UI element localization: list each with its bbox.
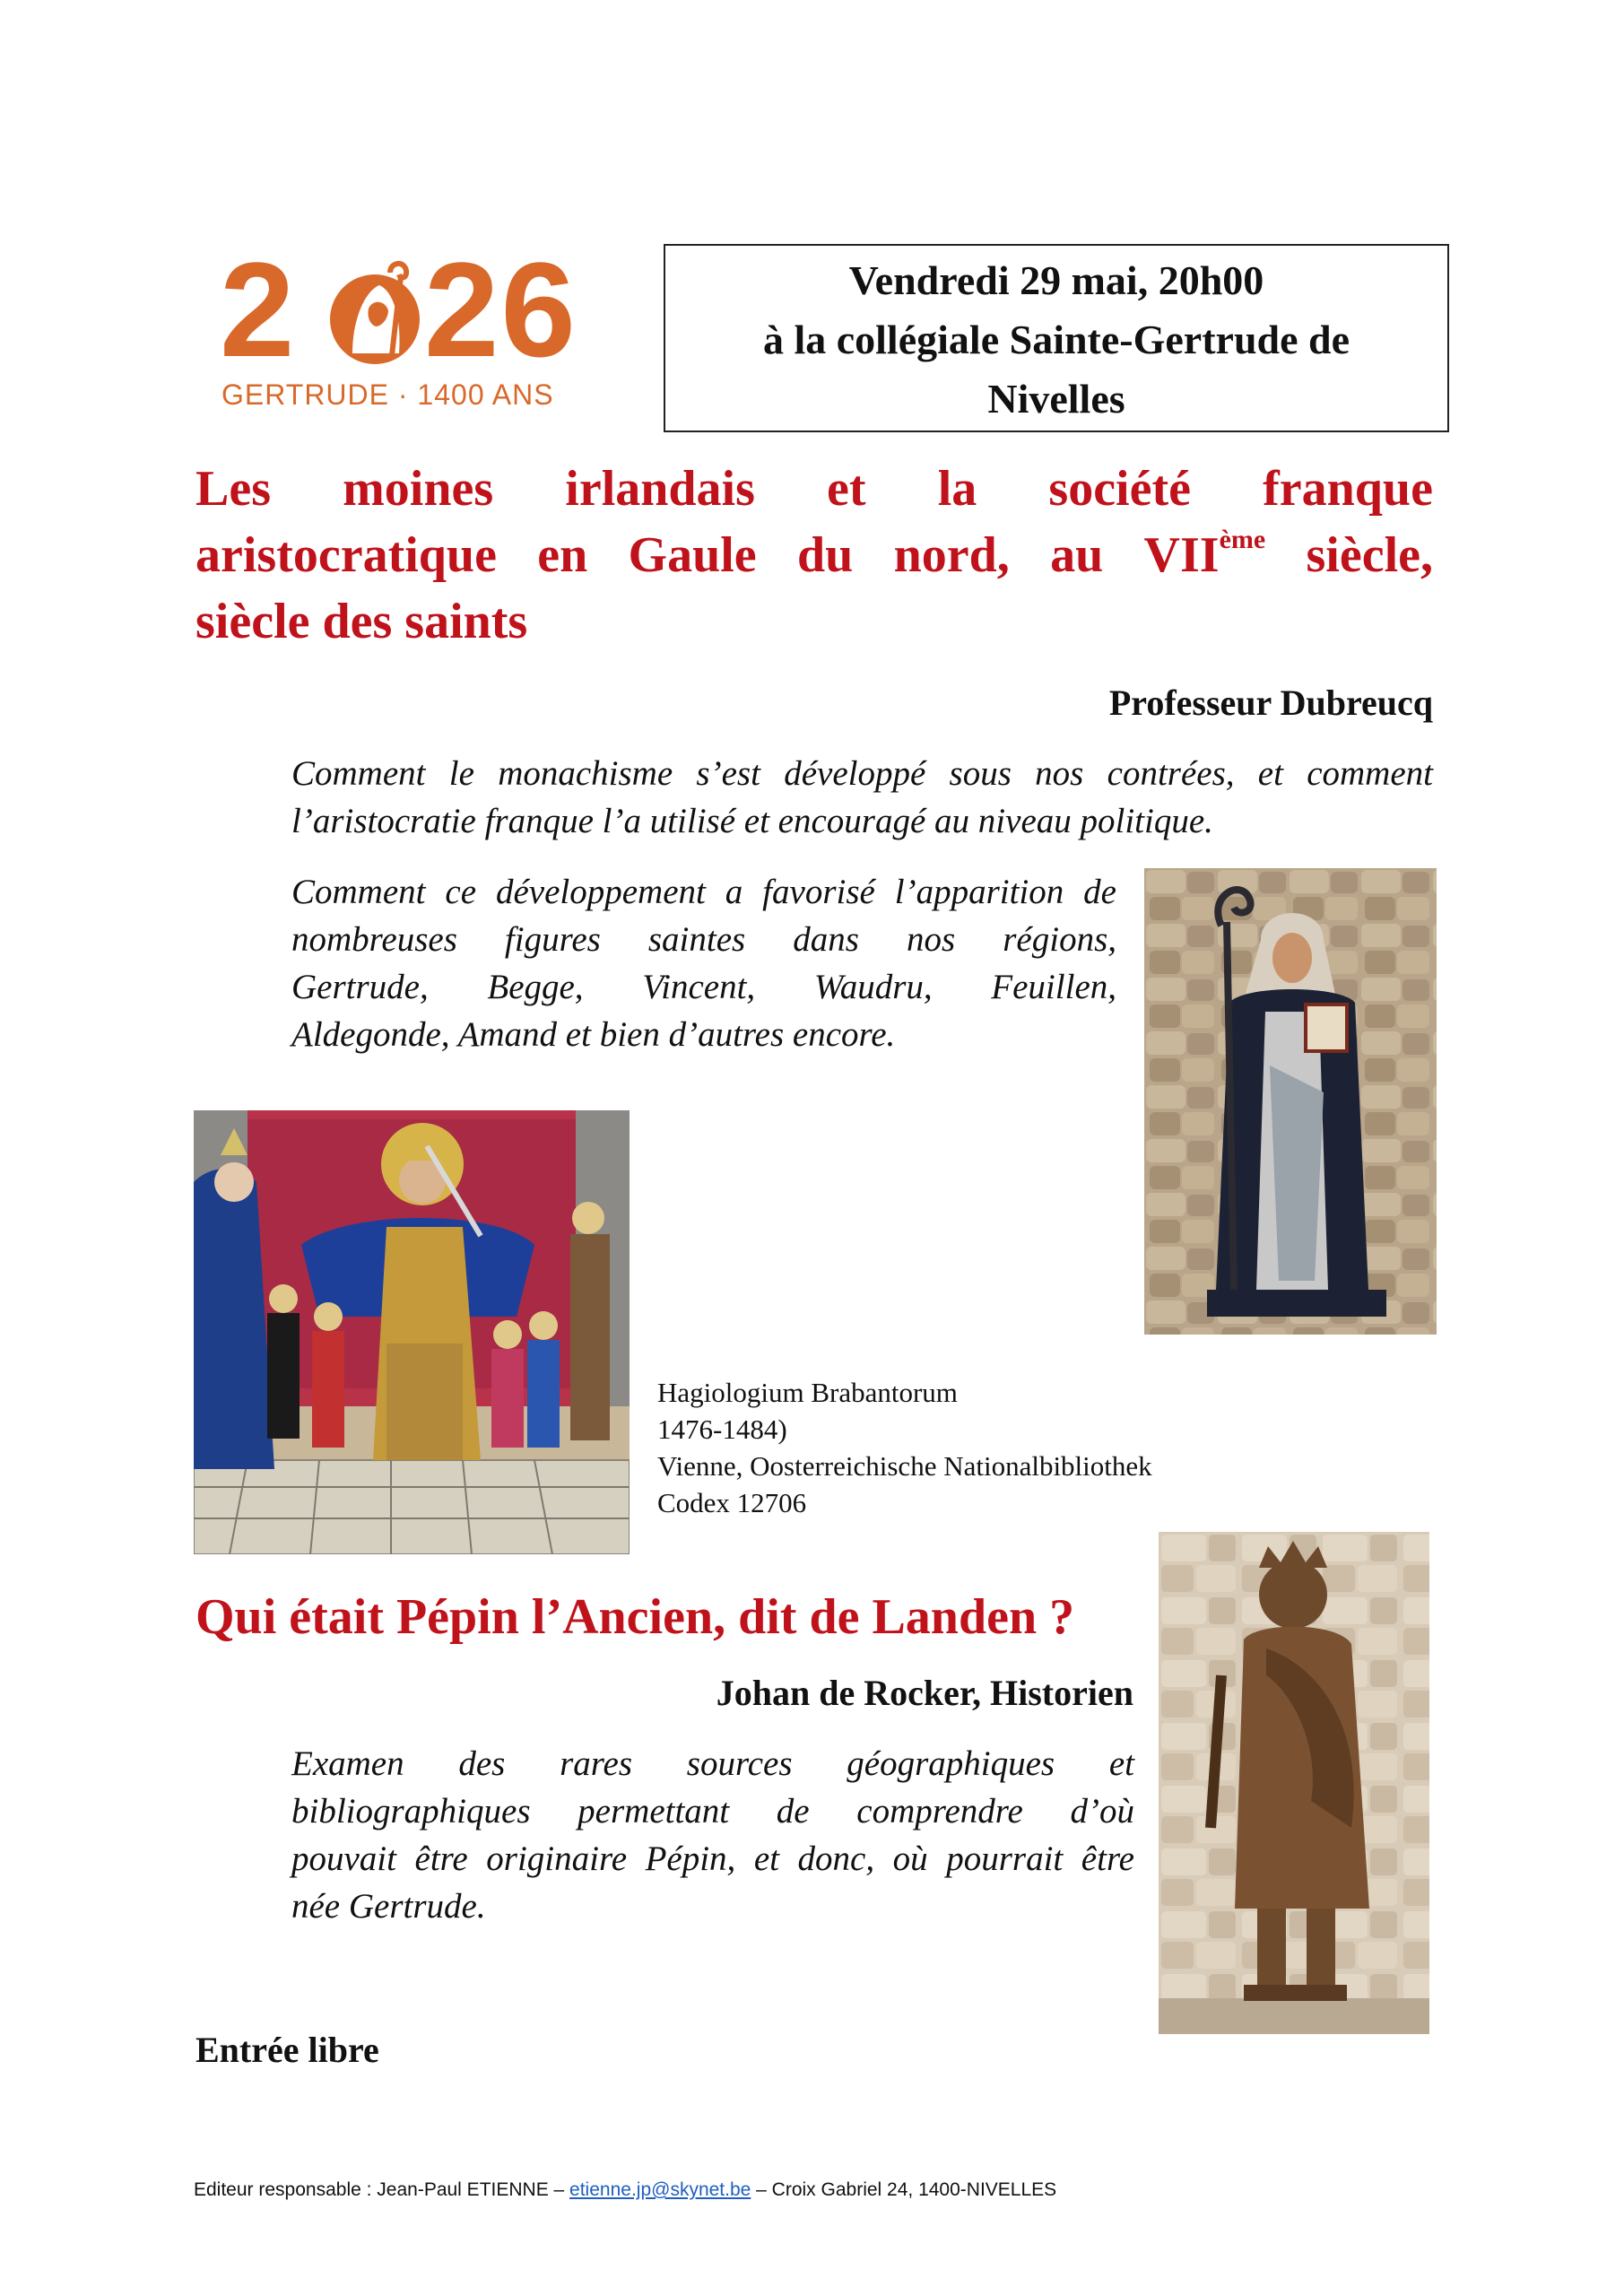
hagiologium-miniature-image [194, 1110, 630, 1554]
title-word: du [796, 527, 854, 583]
caption-line: Vienne, Oosterreichische Nationalbibliothek [657, 1450, 1152, 1482]
title-word: irlandais [565, 461, 755, 517]
event-city: Nivelles [987, 376, 1125, 422]
miniature-caption [657, 1374, 1159, 1521]
title-word: société [1048, 461, 1191, 517]
talk1-title-line3: siècle des saints [195, 594, 528, 649]
title-word: aristocratique [195, 527, 497, 583]
logo-year-left: 2 [220, 234, 297, 385]
title-word: au [1050, 527, 1104, 583]
paragraph-line: Examen des rares sources géographiques et [291, 1744, 1134, 1783]
paragraph-line: bibliographiques permettant de comprendre d’où [291, 1792, 1134, 1831]
talk1-paragraph1: Comment le monachisme s’est développé sous nos contrées, et comment l’aristocratie franque l’a utilisé et encouragé au niveau politique. [291, 754, 1433, 840]
paragraph-line: Gertrude, Begge, Vincent, Waudru, Feuillen, [291, 968, 1116, 1006]
caption-line: Codex 12706 [657, 1487, 807, 1518]
paragraph-line: pouvait être originaire Pépin, et donc, où pourrait être [291, 1839, 1134, 1878]
paragraph-line: nombreuses figures saintes dans nos régions, [291, 920, 1116, 959]
talk1-title [195, 456, 1433, 655]
paragraph-line: née Gertrude. [291, 1887, 486, 1926]
talk2-title: Qui était Pépin l’Ancien, dit de Landen ? [195, 1589, 1075, 1645]
event-info-box [664, 244, 1449, 432]
talk1-paragraph2 [291, 868, 1116, 1058]
footer-publisher [194, 2179, 1056, 2201]
title-word: et [827, 461, 866, 517]
logo-year-right: 26 [424, 234, 578, 385]
footer-suffix: – Croix Gabriel 24, 1400-NIVELLES [751, 2179, 1057, 2200]
logo-subtitle: GERTRUDE · 1400 ANS [221, 378, 554, 411]
event-venue: à la collégiale Sainte-Gertrude de [762, 317, 1350, 362]
title-word: en [537, 527, 588, 583]
saint-gertrude-statue-photo [1144, 868, 1437, 1335]
title-word: franque [1263, 461, 1433, 517]
footer-email-link[interactable]: etienne.jp@skynet.be [569, 2179, 751, 2200]
logo-2026 [220, 234, 587, 413]
paragraph-line: Comment ce développement a favorisé l’apparition de [291, 873, 1116, 911]
free-entry-notice: Entrée libre [195, 2030, 379, 2070]
title-word: moines [343, 461, 494, 517]
title-word: Gaule [628, 527, 757, 583]
title-century [1144, 522, 1266, 588]
caption-line: 1476-1484) [657, 1413, 787, 1445]
caption-line: Hagiologium Brabantorum [657, 1377, 958, 1408]
title-word: nord, [893, 527, 1010, 583]
title-word: la [937, 461, 977, 517]
pepin-statue-photo [1159, 1532, 1429, 2034]
century-roman: VII [1143, 527, 1220, 583]
gertrude-emblem-icon [326, 255, 424, 371]
talk1-speaker: Professeur Dubreucq [1108, 683, 1433, 723]
talk1-title-line1 [195, 456, 1433, 522]
talk2-paragraph [291, 1740, 1134, 1930]
footer-prefix: Editeur responsable : Jean-Paul ETIENNE – [194, 2179, 570, 2200]
talk1-title-line2 [195, 522, 1433, 588]
talk2-speaker: Johan de Rocker, Historien [716, 1673, 1133, 1713]
event-date: Vendredi 29 mai, 20h00 [848, 257, 1264, 303]
paragraph-line: Aldegonde, Amand et bien d’autres encore. [291, 1015, 896, 1054]
century-superscript: ème [1219, 525, 1266, 554]
title-word: siècle, [1306, 527, 1433, 583]
title-word: Les [195, 461, 271, 517]
